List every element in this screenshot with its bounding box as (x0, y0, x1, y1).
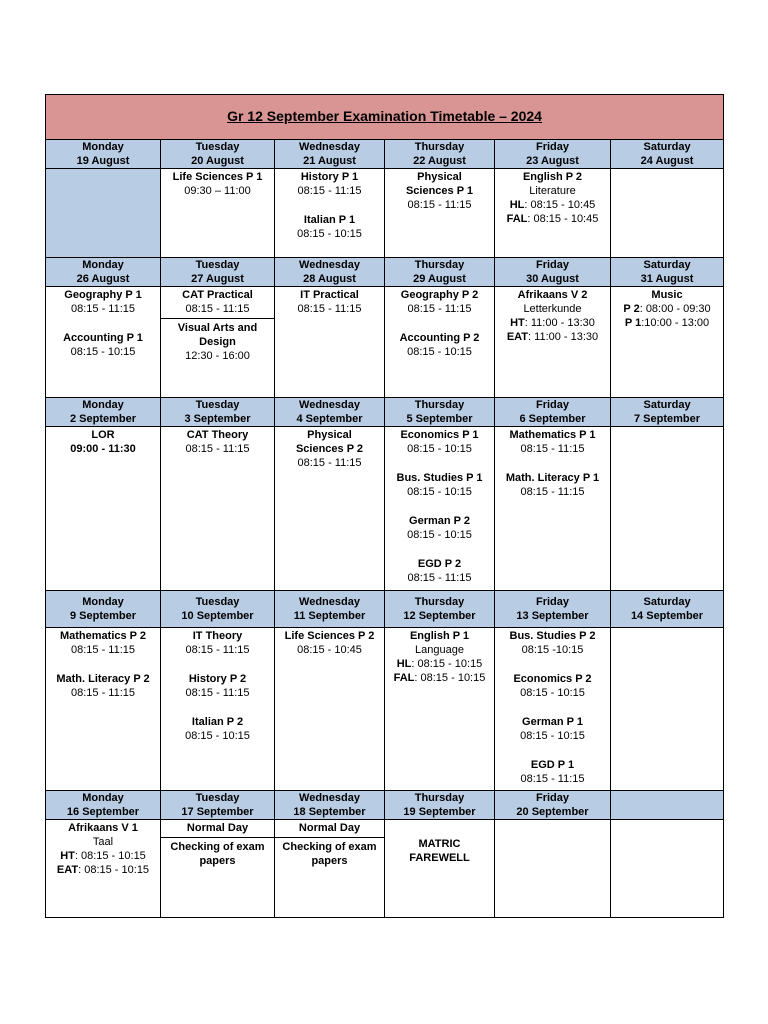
exam-entry (495, 757, 610, 786)
exam-time (611, 316, 723, 330)
exam-time: 08:15 - 10:15 (297, 228, 362, 240)
week-header-row (46, 258, 724, 287)
exam-entry (46, 820, 160, 877)
page-title: Gr 12 September Examination Timetable – 2024 (227, 108, 542, 124)
day-name: Tuesday (195, 141, 240, 153)
day-header (275, 398, 385, 427)
exam-time: 08:15 - 11:15 (520, 443, 585, 455)
day-cell (385, 820, 495, 918)
day-date: 20 September (516, 806, 589, 818)
week-header-row (46, 791, 724, 820)
exam-time: 08:15 - 11:15 (185, 687, 250, 699)
day-name: Monday (82, 259, 124, 271)
day-name: Wednesday (299, 596, 360, 608)
day-header (275, 791, 385, 820)
exam-timetable (45, 94, 724, 918)
exam-subject: Normal Day (186, 822, 249, 834)
day-header (385, 398, 495, 427)
week-header-row (46, 398, 724, 427)
day-date: 18 September (293, 806, 366, 818)
exam-subject: History P 2 (188, 673, 247, 685)
day-cell (275, 628, 385, 791)
exam-subject: Visual Arts and (177, 322, 258, 334)
exam-time (495, 330, 610, 344)
exam-time: 08:15 - 10:15 (407, 486, 472, 498)
day-cell (275, 169, 385, 258)
day-name: Monday (82, 596, 124, 608)
exam-time: 08:15 - 11:15 (407, 303, 472, 315)
exam-subject: German P 1 (522, 716, 583, 728)
day-cell (385, 628, 495, 791)
exam-subject: EGD P 1 (530, 759, 575, 771)
exam-time: 08:15 - 11:15 (407, 572, 472, 584)
exam-subject: Afrikaans V 1 (68, 822, 138, 834)
exam-subject: English P 2 (522, 171, 583, 183)
day-header (385, 140, 495, 169)
exam-entry (275, 169, 384, 198)
level-label: HT (60, 850, 75, 862)
day-date: 20 August (191, 155, 244, 167)
day-name: Thursday (414, 399, 465, 411)
day-date: 14 September (630, 610, 704, 622)
exam-time: 08:15 - 10:15 (407, 529, 472, 541)
exam-time: Language (415, 644, 464, 656)
exam-entry (385, 330, 494, 359)
day-date: 11 September (293, 610, 366, 622)
exam-subject: Normal Day (298, 822, 361, 834)
exam-subject: Sciences P 1 (405, 185, 474, 197)
exam-entry (46, 330, 160, 359)
day-cell (611, 287, 724, 398)
exam-entry (161, 837, 274, 868)
level-label: HL (509, 199, 525, 211)
day-header (611, 398, 724, 427)
exam-subject: Accounting P 2 (399, 332, 480, 344)
level-time: : 08:00 - 09:30 (639, 303, 711, 315)
exam-time: 08:15 - 11:15 (185, 443, 250, 455)
exam-time: 08:15 - 11:15 (185, 303, 250, 315)
day-cell (385, 287, 495, 398)
exam-time: 08:15 - 11:15 (520, 773, 585, 785)
exam-subject: papers (199, 855, 236, 867)
exam-entry (46, 671, 160, 700)
exam-time: 08:15 - 11:15 (185, 644, 250, 656)
day-name: Saturday (643, 596, 691, 608)
level-time: : 08:15 - 10:15 (411, 658, 483, 670)
day-cell (46, 169, 161, 258)
level-time: : 08:15 - 10:15 (74, 850, 146, 862)
day-header (385, 591, 495, 628)
exam-entry (495, 427, 610, 456)
day-header (46, 591, 161, 628)
level-label: P 1 (624, 317, 642, 329)
week-header-row (46, 591, 724, 628)
exam-subject: Bus. Studies P 2 (509, 630, 596, 642)
day-date: 31 August (640, 273, 694, 285)
exam-subject: Mathematics P 2 (59, 630, 146, 642)
day-cell (495, 628, 611, 791)
week-body-row (46, 287, 724, 398)
exam-time: 09:30 – 11:00 (184, 185, 251, 197)
level-time: : 08:15 - 10:15 (414, 672, 486, 684)
day-header (611, 140, 724, 169)
exam-time (46, 863, 160, 877)
level-label: EAT (56, 864, 79, 876)
exam-subject: Music (651, 289, 683, 301)
day-name: Wednesday (299, 141, 360, 153)
exam-subject: Math. Literacy P 1 (505, 472, 600, 484)
exam-time: 08:15 - 11:15 (70, 687, 135, 699)
level-time: :10:00 - 13:00 (641, 317, 710, 329)
day-cell (611, 820, 724, 918)
day-header (161, 791, 275, 820)
day-name: Friday (535, 259, 569, 271)
day-cell (275, 820, 385, 918)
exam-subject: papers (311, 855, 348, 867)
day-cell (161, 628, 275, 791)
level-time: : 08:15 - 10:45 (527, 213, 599, 225)
exam-subject: Sciences P 2 (295, 443, 364, 455)
day-date: 12 September (403, 610, 476, 622)
level-time: : 08:15 - 10:15 (78, 864, 150, 876)
exam-time (495, 316, 610, 330)
day-header (611, 791, 724, 820)
exam-subject: LOR (91, 429, 115, 441)
exam-entry (161, 714, 274, 743)
exam-subject: Accounting P 1 (63, 332, 143, 344)
day-date: 28 August (303, 273, 356, 285)
exam-entry (495, 628, 610, 657)
exam-entry (495, 169, 610, 226)
exam-subject: MATRIC (418, 838, 461, 850)
exam-time: 08:15 - 11:15 (297, 303, 362, 315)
day-cell (495, 820, 611, 918)
day-date: 9 September (69, 610, 137, 622)
day-cell (161, 169, 275, 258)
day-date: 6 September (519, 413, 586, 425)
exam-time: 08:15 - 10:15 (520, 687, 585, 699)
week-header-row (46, 140, 724, 169)
level-label: FAL (506, 213, 528, 225)
day-header (46, 398, 161, 427)
day-date: 30 August (526, 273, 579, 285)
exam-time: 08:15 - 10:15 (407, 443, 472, 455)
day-header (385, 791, 495, 820)
exam-subject: Physical (307, 429, 352, 441)
exam-time: 08:15 - 10:15 (520, 730, 585, 742)
day-name: Thursday (414, 792, 465, 804)
day-cell (161, 820, 275, 918)
exam-entry (611, 287, 723, 330)
exam-subject: 09:00 - 11:30 (70, 443, 136, 455)
day-cell (495, 169, 611, 258)
exam-subject: IT Practical (300, 289, 359, 301)
day-date: 17 September (181, 806, 254, 818)
day-date: 29 August (413, 273, 466, 285)
level-label: EAT (506, 331, 529, 343)
day-header (46, 140, 161, 169)
day-name: Thursday (414, 259, 465, 271)
day-cell (495, 427, 611, 591)
exam-subject: Italian P 1 (303, 214, 356, 226)
exam-subject: CAT Practical (182, 289, 253, 301)
exam-entry (46, 628, 160, 657)
exam-entry (385, 556, 494, 585)
exam-subject: Checking of exam (170, 841, 265, 853)
day-header (275, 591, 385, 628)
day-name: Tuesday (195, 596, 240, 608)
exam-time: 08:15 - 11:15 (70, 644, 135, 656)
exam-time: Letterkunde (523, 303, 582, 315)
exam-entry (385, 513, 494, 542)
day-name: Monday (82, 141, 124, 153)
day-date: 22 August (413, 155, 466, 167)
day-header (495, 140, 611, 169)
exam-entry (46, 287, 160, 316)
exam-time: 08:15 - 11:15 (297, 185, 362, 197)
day-name: Thursday (414, 141, 465, 153)
day-name: Saturday (643, 399, 691, 411)
exam-subject: CAT Theory (186, 429, 249, 441)
exam-entry (385, 287, 494, 316)
exam-time: 08:15 - 11:15 (520, 486, 585, 498)
exam-time: 08:15 - 11:15 (70, 303, 135, 315)
exam-entry (495, 714, 610, 743)
day-header (161, 258, 275, 287)
day-cell (46, 820, 161, 918)
day-cell (161, 427, 275, 591)
day-name: Tuesday (195, 792, 240, 804)
exam-time: 08:15 - 10:15 (70, 346, 136, 358)
day-name: Wednesday (299, 792, 360, 804)
day-cell (46, 427, 161, 591)
week-body-row (46, 169, 724, 258)
day-date: 10 September (181, 610, 254, 622)
level-time: : 08:15 - 10:45 (524, 199, 596, 211)
day-name: Monday (82, 792, 124, 804)
level-label: FAL (393, 672, 415, 684)
exam-entry (495, 470, 610, 499)
exam-time: Literature (529, 185, 576, 197)
day-header (161, 140, 275, 169)
level-time: : 11:00 - 13:30 (528, 331, 599, 343)
day-date: 4 September (296, 413, 363, 425)
day-header (611, 591, 724, 628)
exam-time: Taal (92, 836, 114, 848)
day-cell (275, 287, 385, 398)
exam-subject: Geography P 1 (64, 289, 142, 301)
exam-time: 08:15 - 10:45 (297, 644, 362, 656)
level-time: : 11:00 - 13:30 (524, 317, 595, 329)
exam-subject: Math. Literacy P 2 (56, 673, 150, 685)
exam-entry (385, 628, 494, 685)
exam-time: 08:15 -10:15 (521, 644, 584, 656)
exam-entry (161, 628, 274, 657)
exam-entry (161, 427, 274, 456)
day-header (495, 398, 611, 427)
exam-subject: Life Sciences P 1 (172, 171, 263, 183)
exam-subject: Geography P 2 (400, 289, 479, 301)
day-date: 2 September (69, 413, 137, 425)
day-cell (611, 628, 724, 791)
exam-entry (385, 836, 494, 865)
day-name: Friday (535, 596, 569, 608)
exam-entry (161, 169, 274, 198)
exam-time (611, 302, 723, 316)
day-date: 23 August (526, 155, 579, 167)
exam-entry (275, 287, 384, 316)
week-body-row (46, 427, 724, 591)
exam-time: 08:15 - 11:15 (297, 457, 362, 469)
exam-subject: FAREWELL (409, 852, 470, 864)
exam-time (385, 657, 494, 671)
day-header (611, 258, 724, 287)
day-header (46, 258, 161, 287)
exam-entry (161, 287, 274, 316)
title-cell (46, 95, 724, 140)
day-cell (161, 287, 275, 398)
exam-subject: German P 2 (409, 515, 470, 527)
day-header (46, 791, 161, 820)
day-date: 26 August (76, 273, 130, 285)
exam-entry (275, 212, 384, 241)
exam-subject: Life Sciences P 2 (284, 630, 375, 642)
week-body-row (46, 820, 724, 918)
day-name: Saturday (643, 259, 691, 271)
day-cell (275, 427, 385, 591)
exam-subject: History P 1 (300, 171, 359, 183)
exam-entry (385, 427, 494, 456)
exam-subject: English P 1 (409, 630, 470, 642)
exam-entry (275, 837, 384, 868)
exam-subject: Bus. Studies P 1 (396, 472, 483, 484)
day-header (385, 258, 495, 287)
day-header (275, 140, 385, 169)
exam-entry (275, 820, 384, 835)
exam-subject: Italian P 2 (191, 716, 244, 728)
exam-time (46, 849, 160, 863)
day-header (161, 398, 275, 427)
exam-entry (161, 820, 274, 835)
exam-subject: Afrikaans V 2 (517, 289, 588, 301)
day-header (275, 258, 385, 287)
day-date: 7 September (634, 413, 701, 425)
exam-subject: Design (199, 336, 236, 348)
day-name: Tuesday (195, 259, 240, 271)
day-name: Wednesday (299, 259, 360, 271)
exam-subject: EGD P 2 (417, 558, 462, 570)
exam-time: 08:15 - 11:15 (407, 199, 472, 211)
exam-entry (495, 287, 610, 344)
exam-entry (495, 671, 610, 700)
level-label: HL (396, 658, 412, 670)
day-date: 16 September (66, 806, 140, 818)
exam-entry (46, 427, 160, 456)
level-label: HT (510, 317, 525, 329)
day-name: Wednesday (299, 399, 360, 411)
day-header (495, 258, 611, 287)
day-name: Monday (82, 399, 124, 411)
day-name: Friday (535, 792, 569, 804)
day-header (495, 591, 611, 628)
day-cell (46, 287, 161, 398)
exam-subject: Economics P 1 (400, 429, 479, 441)
day-cell (46, 628, 161, 791)
day-name: Friday (535, 141, 569, 153)
day-date: 13 September (516, 610, 589, 622)
exam-entry (161, 671, 274, 700)
day-date: 24 August (640, 155, 694, 167)
day-date: 27 August (191, 273, 244, 285)
day-name: Saturday (643, 141, 691, 153)
exam-entry (385, 470, 494, 499)
exam-subject: Physical (417, 171, 462, 183)
day-cell (495, 287, 611, 398)
exam-entry (275, 628, 384, 657)
day-cell (611, 169, 724, 258)
day-cell (385, 427, 495, 591)
day-header (495, 791, 611, 820)
exam-entry (275, 427, 384, 470)
day-cell (611, 427, 724, 591)
week-body-row (46, 628, 724, 791)
level-label: P 2 (623, 303, 640, 315)
day-name: Tuesday (195, 399, 240, 411)
day-date: 21 August (303, 155, 356, 167)
day-date: 19 September (403, 806, 476, 818)
day-name: Friday (535, 399, 569, 411)
exam-time (495, 198, 610, 212)
exam-entry (385, 169, 494, 212)
exam-time (385, 671, 494, 685)
exam-time: 12:30 - 16:00 (185, 350, 250, 362)
day-cell (385, 169, 495, 258)
day-date: 5 September (406, 413, 473, 425)
day-date: 19 August (76, 155, 130, 167)
day-name: Thursday (414, 596, 465, 608)
exam-subject: Economics P 2 (513, 673, 592, 685)
exam-time: 08:15 - 10:15 (185, 730, 250, 742)
exam-time (495, 212, 610, 226)
exam-time: 08:15 - 10:15 (407, 346, 472, 358)
day-header (161, 591, 275, 628)
exam-subject: Mathematics P 1 (509, 429, 596, 441)
day-date: 3 September (184, 413, 251, 425)
exam-subject: Checking of exam (282, 841, 377, 853)
exam-subject: IT Theory (192, 630, 243, 642)
exam-entry (161, 318, 274, 363)
